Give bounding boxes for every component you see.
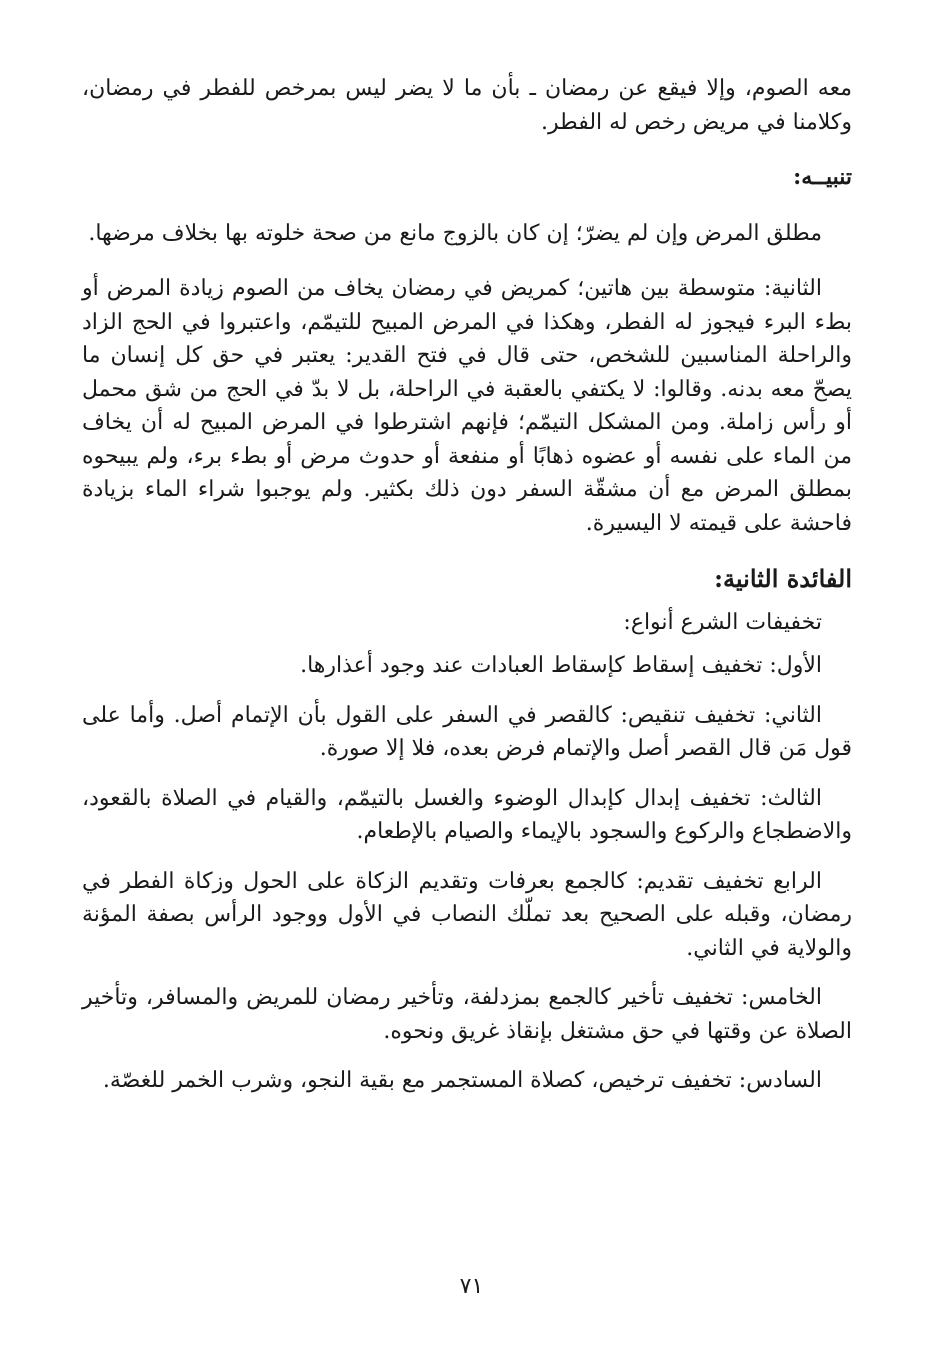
note-heading: تنبيــه: (793, 164, 852, 190)
document-body (82, 72, 852, 1098)
paragraph-note: مطلق المرض وإن لم يضرّ؛ إن كان بالزوج مانع من صحة خلوته بها بخلاف مرضها. (88, 220, 822, 246)
paragraph-fifth: الخامس: تخفيف تأخير كالجمع بمزدلفة، وتأخير رمضان للمريض والمسافر، وتأخير الصلاة عن وقتها في حق مشتغل بإنقاذ غريق ونحوه. (82, 985, 852, 1044)
section-heading: الفائدة الثانية: (714, 564, 852, 593)
page-number: ٧١ (459, 1274, 484, 1299)
paragraph-first: الأول: تخفيف إسقاط كإسقاط العبادات عند وجود أعذارها. (300, 653, 822, 678)
paragraph-second: الثاني: تخفيف تنقيص: كالقصر في السفر على القول بأن الإتمام أصل. وأما على قول مَن قال القصر أصل والإتمام فرض بعده، فلا إلا صورة. (82, 702, 852, 761)
paragraph-intro: تخفيفات الشرع أنواع: (623, 609, 822, 635)
paragraph-fourth: الرابع تخفيف تقديم: كالجمع بعرفات وتقديم الزكاة على الحول وزكاة الفطر في رمضان، وقبله على الصحيح بعد تملّك النصاب في الأول ووجود الرأس بصفة المؤنة والولاية في الثاني. (82, 868, 852, 961)
paragraph-third: الثالث: تخفيف إبدال كإبدال الوضوء والغسل بالتيمّم، والقيام في الصلاة بالقعود، والاضطجاع والركوع والسجود بالإيماء والصيام بالإطعام. (82, 785, 852, 844)
paragraph-continuation: معه الصوم، وإلا فيقع عن رمضان ـ بأن ما لا يضر ليس بمرخص للفطر في رمضان، وكلامنا في مريض رخص له الفطر. (82, 76, 853, 135)
paragraph-sixth: السادس: تخفيف ترخيص، كصلاة المستجمر مع بقية النجو، وشرب الخمر للغصّة. (102, 1068, 822, 1093)
paragraph-second-level: الثانية: متوسطة بين هاتين؛ كمريض في رمضان يخاف من الصوم زيادة المرض أو بطء البرء فيجوز له الفطر، وهكذا في المرض المبيح للتيمّم، واعتبروا في الحج الزاد والراحلة المناسبين للشخص، حتى قال في فتح القدير: يعتبر في حق كل إنسان ما يصحّ معه بدنه. وقالوا: لا يكتفي بالعقبة في الراحلة، بل لا بدّ في الحج من شق محمل أو رأس زاملة. ومن المشكل التيمّم؛ فإنهم اشترطوا في المرض المبيح له أن يخاف من الماء على نفسه أو عضوه ذهابًا أو منفعة أو حدوث مرض أو بطء برء، ولم يبيحوه بمطلق المرض مع أن مشقّة السفر دون ذلك بكثير. ولم يوجبوا شراء الماء بزيادة فاحشة على قيمته لا اليسيرة. (82, 276, 852, 536)
